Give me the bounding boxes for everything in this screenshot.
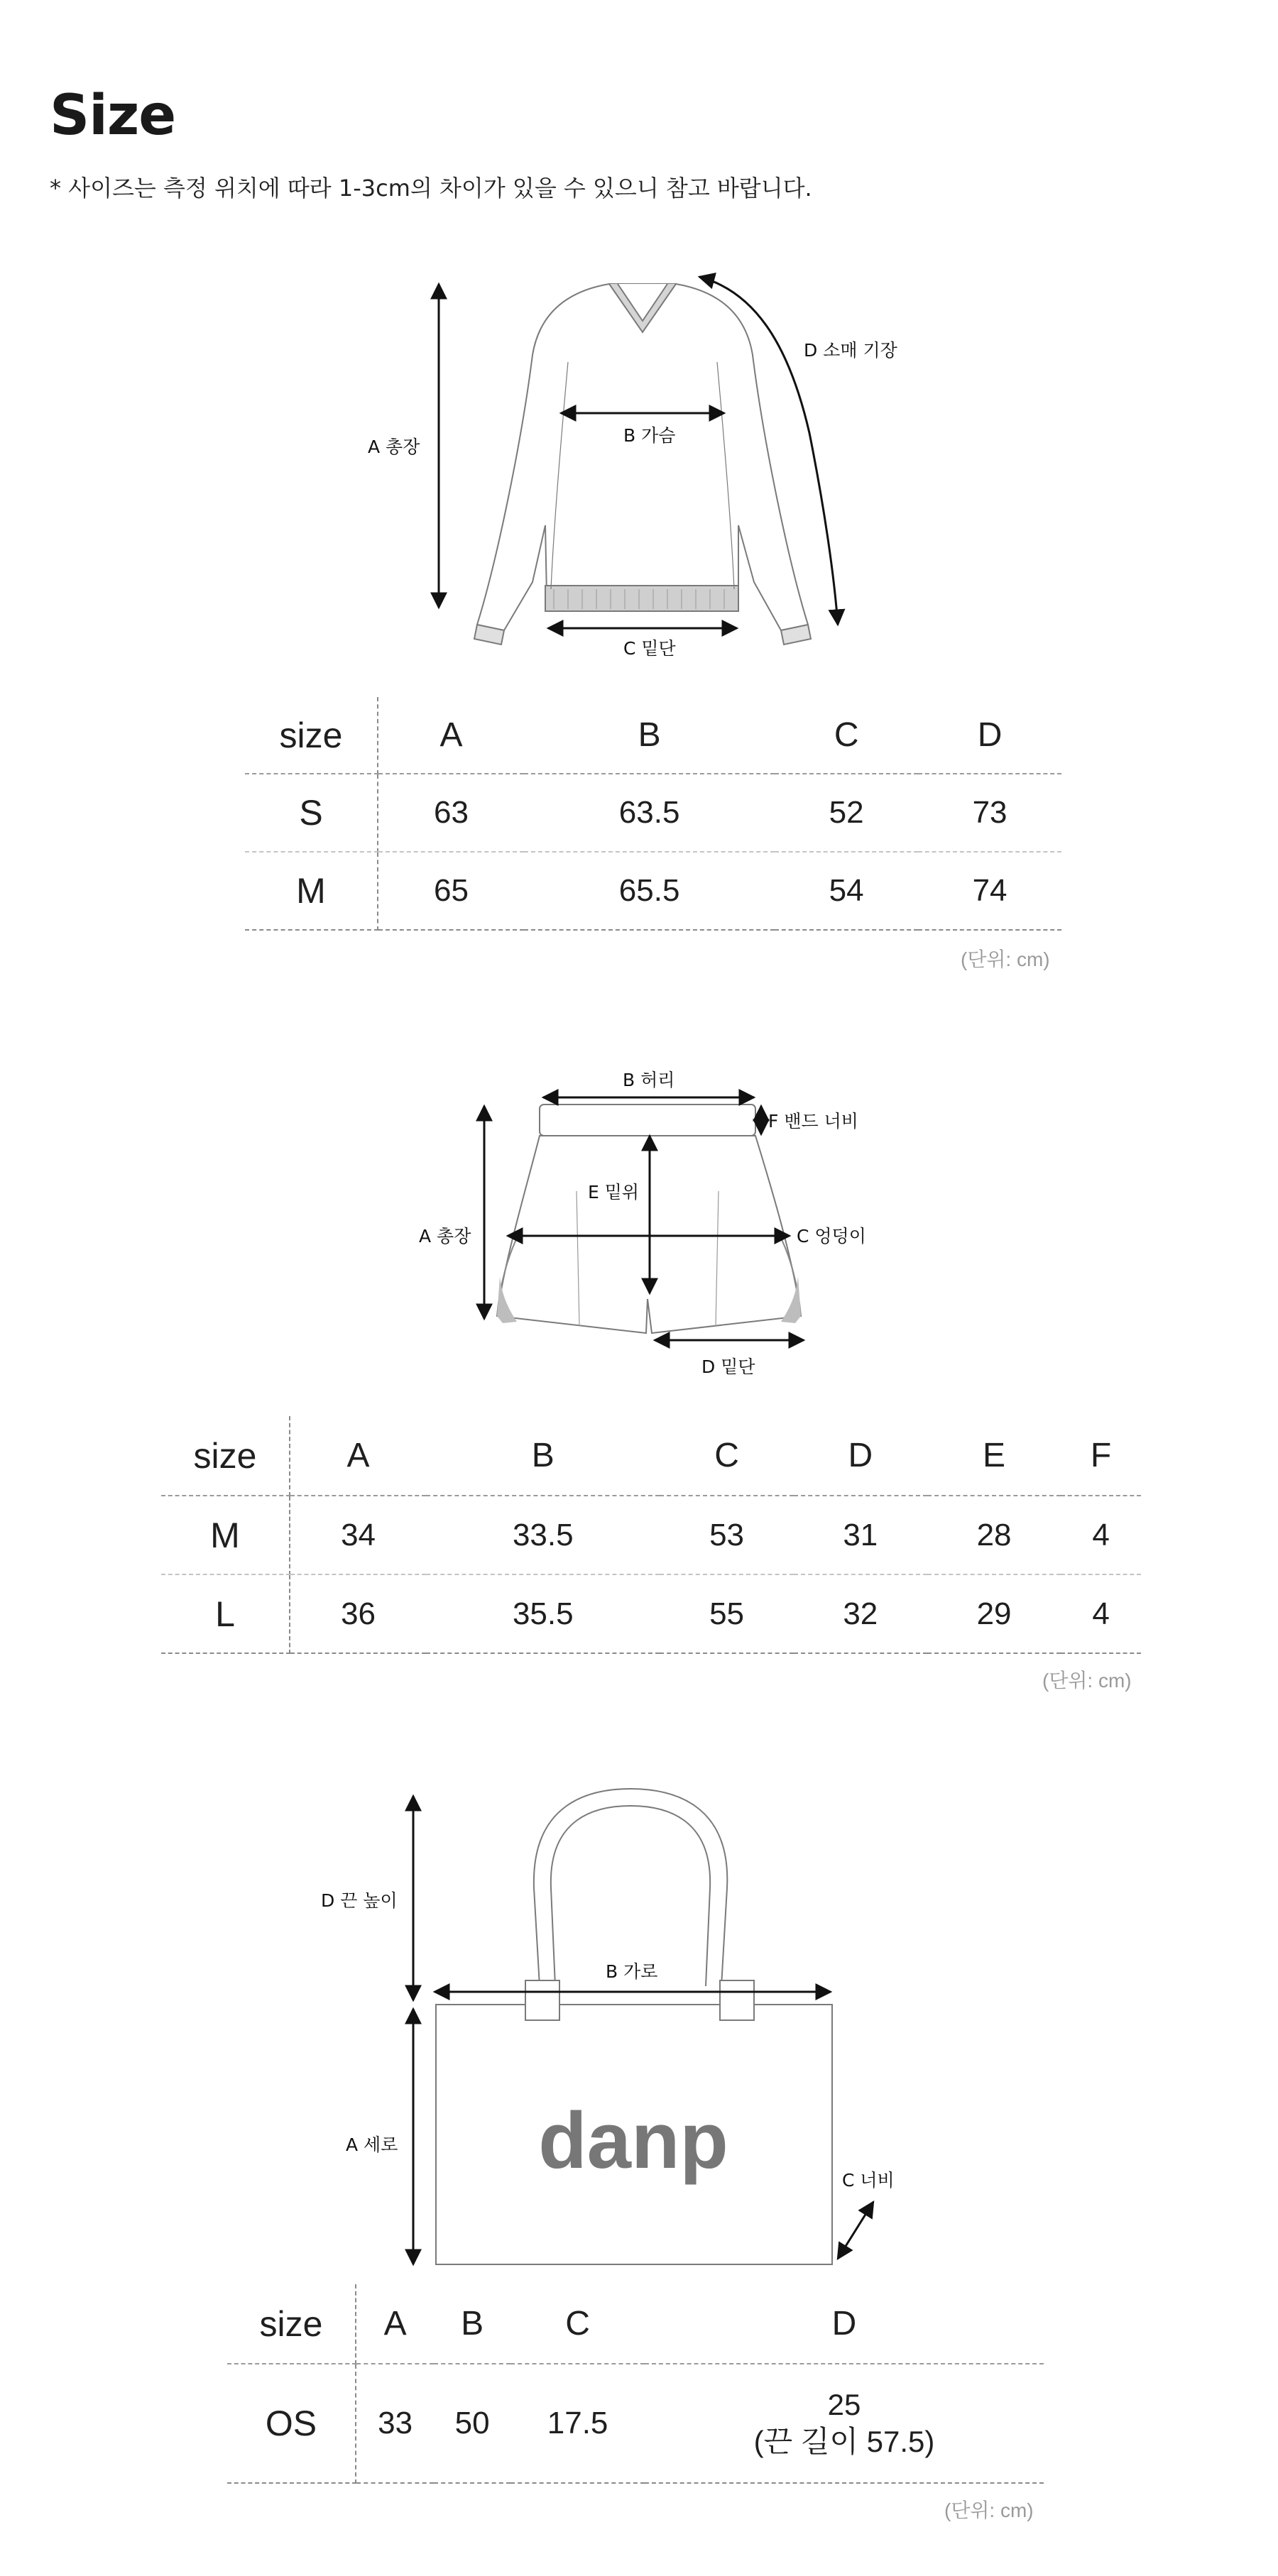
table-cell: 33 [356, 2364, 434, 2483]
bag-diagram [0, 1775, 1278, 2271]
table-cell: 34 [290, 1496, 426, 1574]
bag-outline [436, 1789, 832, 2264]
table-cell: 35.5 [426, 1574, 660, 1653]
table-cell: 28 [927, 1496, 1061, 1574]
sweatshirt-size-table [245, 697, 1061, 931]
table-header: A [378, 697, 524, 774]
table-header: E [927, 1416, 1061, 1496]
table-row [161, 1574, 1141, 1653]
page-title: Size [50, 84, 176, 148]
table-cell: 54 [775, 852, 918, 930]
table-cell: 36 [290, 1574, 426, 1653]
table-row [245, 774, 1061, 852]
label-f-band: F 밴드 너비 [768, 1111, 858, 1131]
table-cell: 52 [775, 774, 918, 852]
table-header: size [227, 2284, 356, 2364]
table-cell: 4 [1061, 1496, 1141, 1574]
strap-length-note: (끈 길이 57.5) [753, 2425, 935, 2458]
label-e-rise: E 밑위 [588, 1182, 640, 1202]
row-size: M [245, 852, 378, 930]
table-cell: 65.5 [524, 852, 775, 930]
table-row [227, 2364, 1044, 2483]
table-row [161, 1496, 1141, 1574]
sweatshirt-diagram [0, 256, 1278, 681]
table-header: C [660, 1416, 793, 1496]
label-b-waist: B 허리 [623, 1070, 675, 1090]
table-header: size [161, 1416, 290, 1496]
shorts-diagram [0, 1049, 1278, 1404]
label-a-length: A 총장 [368, 437, 420, 457]
table-cell: 32 [794, 1574, 927, 1653]
table-header: A [290, 1416, 426, 1496]
unit-label: (단위: cm) [944, 2499, 1034, 2521]
table-cell-strap [645, 2364, 1044, 2483]
shorts-size-table [161, 1416, 1141, 1654]
label-c-hem: C 밑단 [623, 638, 676, 659]
table-cell: 63 [378, 774, 524, 852]
table-cell: 73 [918, 774, 1061, 852]
table-header: B [426, 1416, 660, 1496]
table-cell: 33.5 [426, 1496, 660, 1574]
table-header: C [510, 2284, 645, 2364]
table-header: size [245, 697, 378, 774]
table-cell: 29 [927, 1574, 1061, 1653]
row-size: OS [227, 2364, 356, 2483]
table-header: D [794, 1416, 927, 1496]
row-size: M [161, 1496, 290, 1574]
strap-height-value: 25 [827, 2387, 861, 2421]
table-header: D [645, 2284, 1044, 2364]
bag-size-table [227, 2284, 1044, 2484]
unit-label: (단위: cm) [961, 948, 1050, 970]
label-a-height: A 세로 [346, 2134, 398, 2155]
unit-label: (단위: cm) [1042, 1670, 1132, 1692]
label-c-depth: C 너비 [842, 2170, 895, 2191]
table-cell: 63.5 [524, 774, 775, 852]
table-header: C [775, 697, 918, 774]
label-d-sleeve: D 소매 기장 [804, 340, 897, 361]
row-size: L [161, 1574, 290, 1653]
size-note: * 사이즈는 측정 위치에 따라 1-3cm의 차이가 있을 수 있으니 참고 바랍니다. [50, 175, 812, 202]
table-cell: 31 [794, 1496, 927, 1574]
table-cell: 4 [1061, 1574, 1141, 1653]
table-header: A [356, 2284, 434, 2364]
sweatshirt-outline [474, 284, 811, 645]
table-header: B [434, 2284, 510, 2364]
bag-logo: danp [538, 2096, 728, 2185]
table-cell: 17.5 [510, 2364, 645, 2483]
table-header: F [1061, 1416, 1141, 1496]
table-row [245, 852, 1061, 930]
table-header: B [524, 697, 775, 774]
table-cell: 74 [918, 852, 1061, 930]
table-header: D [918, 697, 1061, 774]
label-d-strap-height: D 끈 높이 [321, 1890, 398, 1911]
table-cell: 65 [378, 852, 524, 930]
table-cell: 53 [660, 1496, 793, 1574]
row-size: S [245, 774, 378, 852]
label-b-width: B 가로 [606, 1961, 658, 1982]
label-b-chest: B 가슴 [623, 425, 676, 446]
table-cell: 50 [434, 2364, 510, 2483]
label-a-length: A 총장 [419, 1226, 471, 1246]
table-cell: 55 [660, 1574, 793, 1653]
label-c-hip: C 엉덩이 [797, 1226, 866, 1246]
label-d-hem: D 밑단 [701, 1356, 755, 1377]
